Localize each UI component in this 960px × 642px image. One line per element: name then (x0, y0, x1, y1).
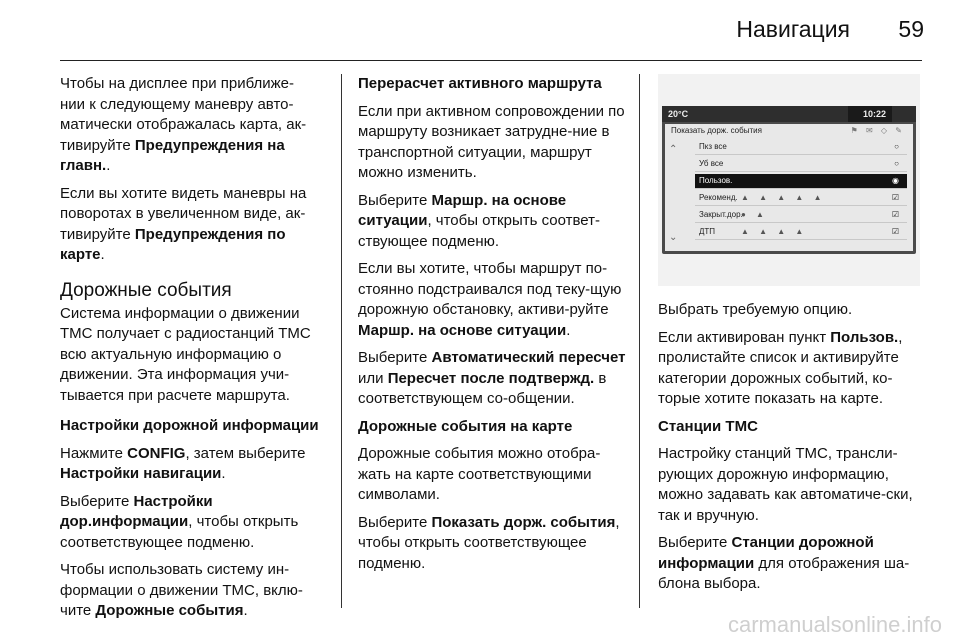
bold-term: Настройки дор.информации (60, 492, 213, 530)
paragraph: Выбрать требуемую опцию. (658, 301, 853, 318)
column-2 (358, 74, 626, 581)
traffic-sign-icons: ▲ ▲ ▲ ▲ (741, 227, 808, 236)
paragraph: Нажмите CONFIG, затем выберите Настройки навигации. (60, 444, 306, 482)
bold-term: Станции дорожной информации (658, 534, 874, 572)
display-screenshot (658, 74, 920, 286)
paragraph: Если при активном сопровождении по маршруту возникает затрудне-ние в транспортной ситуации, маршрут можно изменить. (358, 102, 625, 181)
column-3 (658, 300, 924, 602)
column-1 (60, 74, 326, 629)
section-heading: Дорожные события (60, 279, 232, 301)
infotainment-screen (662, 106, 916, 254)
bold-term: CONFIG (127, 444, 186, 462)
scroll-up-icon: ⌃ (669, 144, 678, 155)
menu-row[interactable]: Уб все ○ (695, 157, 907, 172)
paragraph: Выберите Настройки дор.информации, чтобы открыть соответствующее подменю. (60, 492, 299, 551)
subsection-heading: Перерасчет активного маршрута (358, 75, 602, 92)
bold-term: Пользов. (830, 328, 899, 346)
bold-term: Предупреждения по карте (60, 225, 286, 263)
radio-icon: ○ (894, 142, 899, 151)
radio-selected-icon: ◉ (892, 176, 899, 185)
checkbox-icon: ☑ (891, 210, 899, 219)
paragraph: Дорожные события можно отобра-жать на карте соответствующими символами. (358, 445, 601, 503)
menu-row[interactable]: Закрыт.дор. ● ▲ ☑ (695, 208, 907, 223)
paragraph: Выберите Показать дорж. события, чтобы открыть соответствующее подменю. (358, 513, 620, 572)
screen-menu (665, 124, 913, 251)
subsection-heading: Настройки дорожной информации (60, 417, 319, 434)
status-icons: ⚑ ✉ ◇ ✎ (850, 126, 905, 135)
page-number: 59 (898, 16, 924, 42)
paragraph: Выберите Автоматический пересчет или Пересчет после подтвержд. в соответствующем со-общении. (358, 349, 626, 407)
temperature-readout: 20°C (668, 109, 689, 119)
menu-row-selected[interactable]: Пользов. ◉ (695, 174, 907, 189)
radio-icon: ○ (894, 159, 899, 168)
bold-term: Автоматический пересчет (431, 349, 626, 366)
menu-row[interactable]: ДТП ▲ ▲ ▲ ▲ ☑ (695, 225, 907, 240)
bold-term: Показать дорж. события (431, 513, 616, 531)
paragraph: Настройку станций ТМС, трансли-рующих дорожную информацию, можно задавать как автоматиче-ски, так и вручную. (658, 445, 913, 524)
header-divider (60, 60, 922, 61)
paragraph: Выберите Станции дорожной информации для отображения ша-блона выбора. (658, 534, 910, 592)
clock-readout: 10:22 (862, 109, 886, 119)
bold-term: Пересчет после подтвержд. (387, 369, 595, 387)
watermark: carmanualsonline.info (727, 612, 942, 637)
bold-term: Настройки навигации (60, 465, 222, 482)
traffic-sign-icons: ● ▲ (741, 210, 768, 219)
menu-row[interactable]: Рекоменд. ▲ ▲ ▲ ▲ ▲ ☑ (695, 191, 907, 206)
bold-term: Маршр. на основе ситуации (358, 321, 567, 339)
paragraph: Чтобы использовать систему ин-формации о движении ТМС, вклю-чите Дорожные события. (60, 561, 303, 619)
page-header-title: Навигация (736, 16, 850, 42)
subsection-heading: Дорожные события на карте (358, 417, 573, 435)
column-divider (341, 74, 342, 608)
paragraph: Если вы хотите видеть маневры на поворотах в увеличенном виде, ак-тивируйте Предупреждения по карте. (60, 184, 307, 263)
menu-title: Показать дорж. события (671, 126, 762, 135)
checkbox-icon: ☑ (891, 193, 899, 202)
traffic-sign-icons: ▲ ▲ ▲ ▲ ▲ (741, 193, 826, 202)
checkbox-icon: ☑ (891, 227, 899, 236)
paragraph: Чтобы на дисплее при приближе- нии к следующему маневру авто- матически отображалась карта, ак- тивируйте Предупреждения на главн.. (60, 75, 307, 174)
column-divider (639, 74, 640, 608)
subsection-heading: Станции ТМС (658, 417, 758, 435)
bold-term: Дорожные события (95, 602, 244, 619)
paragraph: Если активирован пункт Пользов., пролистайте список и активируйте категории дорожных событий, ко-торые хотите показать на карте. (658, 328, 903, 407)
paragraph: Выберите Маршр. на основе ситуации, чтобы открыть соответ-ствующее подменю. (358, 191, 600, 250)
bold-term: Маршр. на основе ситуации (358, 191, 567, 229)
menu-row[interactable]: Пкз все ○ (695, 140, 907, 155)
scroll-down-icon: ⌄ (669, 232, 678, 243)
paragraph: Система информации о движении ТМС получает с радиостанций ТМС всю актуальную информацию о движении. Эта информация учи-тывается при расчете маршрута. (60, 304, 311, 404)
paragraph: Если вы хотите, чтобы маршрут по-стоянно подстраивался под теку-щую дорожную обстановку, активи-руйте Маршр. на основе ситуации. (358, 260, 622, 339)
screen-status-bar (662, 106, 916, 122)
bold-term: Предупреждения на главн. (60, 136, 285, 174)
